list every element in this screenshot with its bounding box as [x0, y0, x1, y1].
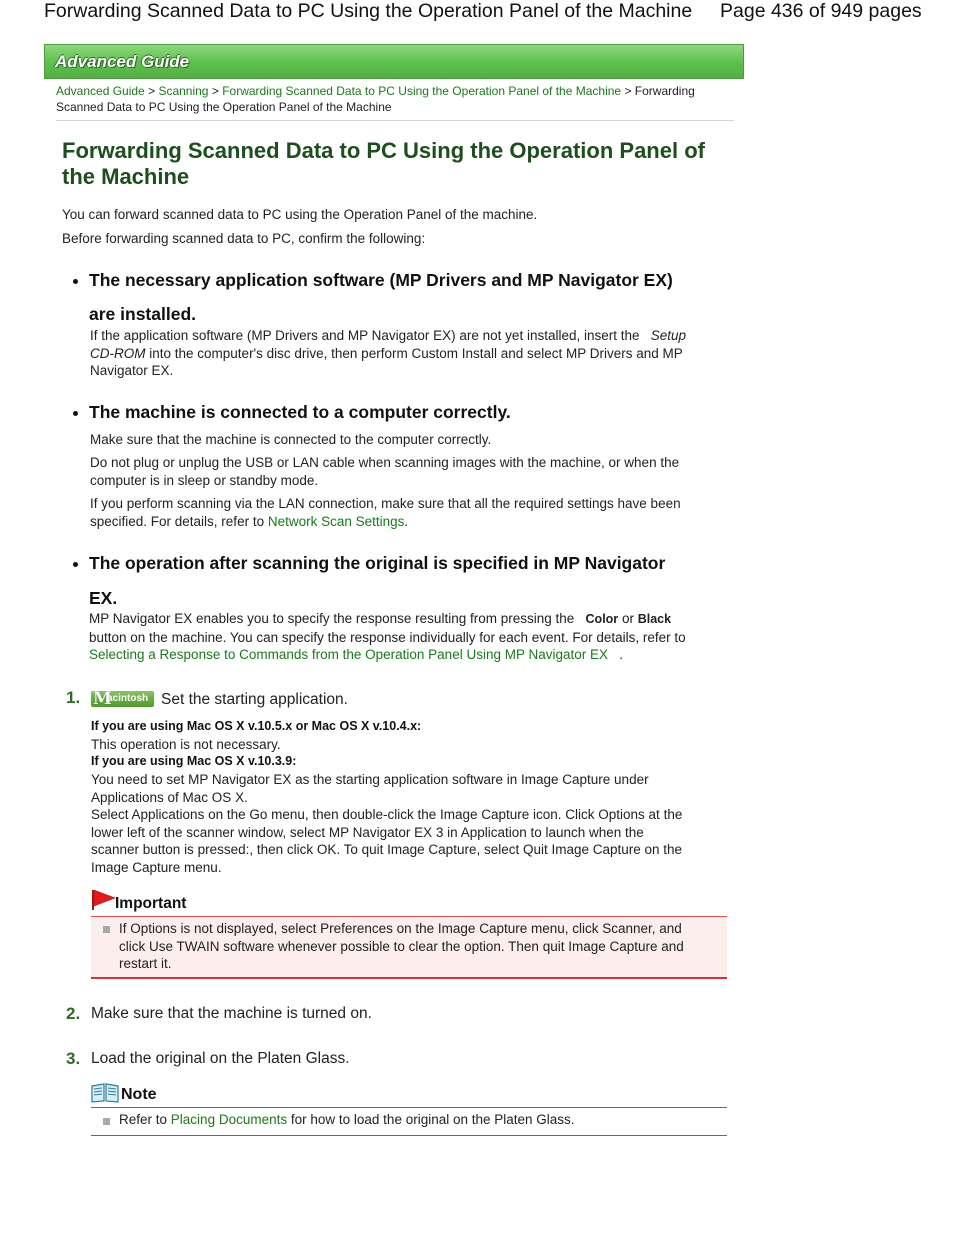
bullet-heading-operation-line1: The operation after scanning the original is specified in MP Navigator — [89, 553, 666, 573]
breadcrumb-divider — [56, 120, 734, 121]
page-heading-line2: the Machine — [62, 164, 190, 189]
breadcrumb-separator: > — [148, 84, 156, 98]
page-heading-line1: Forwarding Scanned Data to PC Using the Operation Panel of — [62, 138, 705, 163]
note-book-icon — [91, 1083, 119, 1103]
bullet-dot — [73, 562, 78, 567]
black-button-label: Black — [637, 612, 672, 626]
bullet-heading-software-line2: are installed. — [89, 304, 196, 324]
important-text — [119, 920, 719, 973]
mac-10-3-text-3: Select Applications on the Go menu, then double-click the Image Capture icon. Click Options at the — [91, 807, 683, 822]
mac-10-3-text-6: Image Capture menu. — [91, 859, 222, 875]
note-bottom-rule — [91, 1135, 727, 1136]
document-title: Forwarding Scanned Data to PC Using the Operation Panel of the Machine — [44, 0, 693, 22]
important-flag-icon — [91, 889, 117, 911]
placing-documents-link[interactable]: Placing Documents — [170, 1112, 288, 1127]
selecting-response-link[interactable]: Selecting a Response to Commands from the Operation Panel Using MP Navigator EX — [89, 647, 609, 662]
list-square-icon — [103, 926, 110, 933]
software-text-1: If the application software (MP Drivers and MP Navigator EX) are not yet installed, insert the — [90, 328, 640, 343]
note-text — [119, 1111, 719, 1129]
important-label: Important — [115, 895, 187, 912]
connection-text-3a: If you perform scanning via the LAN connection, make sure that all the required settings have been — [90, 496, 681, 511]
mac-10-5-heading: If you are using Mac OS X v.10.5.x or Mac OS X v.10.4.x: — [91, 719, 422, 733]
operation-text-1: MP Navigator EX enables you to specify the response resulting from pressing the — [89, 611, 575, 626]
breadcrumb-separator: > — [211, 84, 219, 98]
note-text-pre: Refer to — [119, 1112, 168, 1127]
connection-paragraph-2 — [90, 454, 730, 489]
page-number: Page 436 of 949 pages — [720, 0, 922, 22]
mac-10-3-heading: If you are using Mac OS X v.10.3.9: — [91, 754, 297, 768]
color-button-label: Color — [585, 612, 619, 626]
software-text-3: Navigator EX. — [90, 363, 174, 378]
mac-10-3-text-2: Applications of Mac OS X. — [91, 789, 248, 805]
advanced-guide-banner — [44, 44, 744, 79]
connection-text-3-end: . — [404, 513, 409, 529]
intro-paragraph-1: You can forward scanned data to PC using the Operation Panel of the machine. — [62, 207, 538, 222]
breadcrumb-link-scanning[interactable]: Scanning — [158, 84, 209, 98]
breadcrumb-current-a: Forwarding — [634, 84, 695, 98]
note-text-post: for how to load the original on the Platen Glass. — [290, 1112, 575, 1127]
important-text-3: restart it. — [119, 956, 172, 971]
intro-paragraph-2: Before forwarding scanned data to PC, confirm the following: — [62, 231, 426, 246]
step-3-text: Load the original on the Platen Glass. — [91, 1050, 350, 1067]
list-square-icon — [103, 1118, 110, 1125]
macintosh-badge-icon — [91, 691, 154, 707]
operation-text-2: button on the machine. You can specify the response individually for each event. For details, refer to — [89, 629, 686, 645]
breadcrumb — [56, 83, 736, 115]
cdrom-italic: CD-ROM — [90, 345, 146, 361]
bullet-heading-software-line1: The necessary application software (MP Drivers and MP Navigator EX) — [89, 270, 673, 290]
mac-10-3-text-1: You need to set MP Navigator EX as the starting application software in Image Capture under — [91, 772, 649, 787]
connection-text-2b: computer is in sleep or standby mode. — [90, 472, 319, 488]
step-number-1: 1. — [66, 688, 81, 707]
connection-text-3b: specified. For details, refer to — [90, 513, 265, 529]
mac-10-3-text-5: scanner button is pressed:, then click OK. To quit Image Capture, select Quit Image Capture on the — [91, 842, 683, 857]
software-paragraph — [90, 327, 730, 380]
operation-end: . — [619, 647, 624, 662]
step-2-text: Make sure that the machine is turned on. — [91, 1005, 372, 1022]
bullet-dot — [73, 279, 78, 284]
important-text-2: click Use TWAIN software whenever possible to clear the option. Then quit Image Capture and — [119, 938, 684, 954]
breadcrumb-current-b: Scanned Data to PC Using the Operation Panel of the Machine — [56, 100, 392, 114]
note-label: Note — [121, 1086, 157, 1103]
connection-paragraph-3 — [90, 495, 730, 530]
important-text-1: If Options is not displayed, select Preferences on the Image Capture menu, click Scanner, and — [119, 921, 682, 936]
macintosh-badge-rest: acintosh — [107, 693, 149, 704]
network-scan-settings-link[interactable]: Network Scan Settings — [267, 513, 405, 529]
bullet-heading-connection: The machine is connected to a computer correctly. — [89, 402, 511, 422]
step-number-3: 3. — [66, 1049, 81, 1068]
operation-paragraph — [89, 610, 739, 664]
breadcrumb-link-advanced-guide[interactable]: Advanced Guide — [56, 84, 145, 98]
bullet-heading-operation-line2: EX. — [89, 588, 118, 608]
breadcrumb-separator: > — [624, 84, 632, 98]
bullet-dot — [73, 411, 78, 416]
macintosh-badge-m: M — [93, 689, 112, 709]
mac-10-3-text — [91, 771, 731, 876]
connection-text-2a: Do not plug or unplug the USB or LAN cable when scanning images with the machine, or when the — [90, 455, 680, 470]
step-number-2: 2. — [66, 1004, 81, 1023]
connection-paragraph-1: Make sure that the machine is connected to the computer correctly. — [90, 432, 492, 447]
mac-10-3-text-4: lower left of the scanner window, select MP Navigator EX 3 in Application to launch when the — [91, 824, 644, 840]
note-top-rule — [91, 1107, 727, 1108]
banner-label: Advanced Guide — [55, 52, 190, 71]
operation-or: or — [621, 611, 634, 626]
breadcrumb-link-forwarding[interactable]: Forwarding Scanned Data to PC Using the Operation Panel of the Machine — [222, 84, 622, 98]
page-heading — [62, 138, 742, 190]
software-text-2: into the computer's disc drive, then perform Custom Install and select MP Drivers and MP — [145, 345, 683, 361]
step-1-text: Set the starting application. — [161, 691, 348, 708]
setup-italic: Setup — [650, 328, 687, 343]
mac-10-5-text: This operation is not necessary. — [91, 737, 281, 752]
